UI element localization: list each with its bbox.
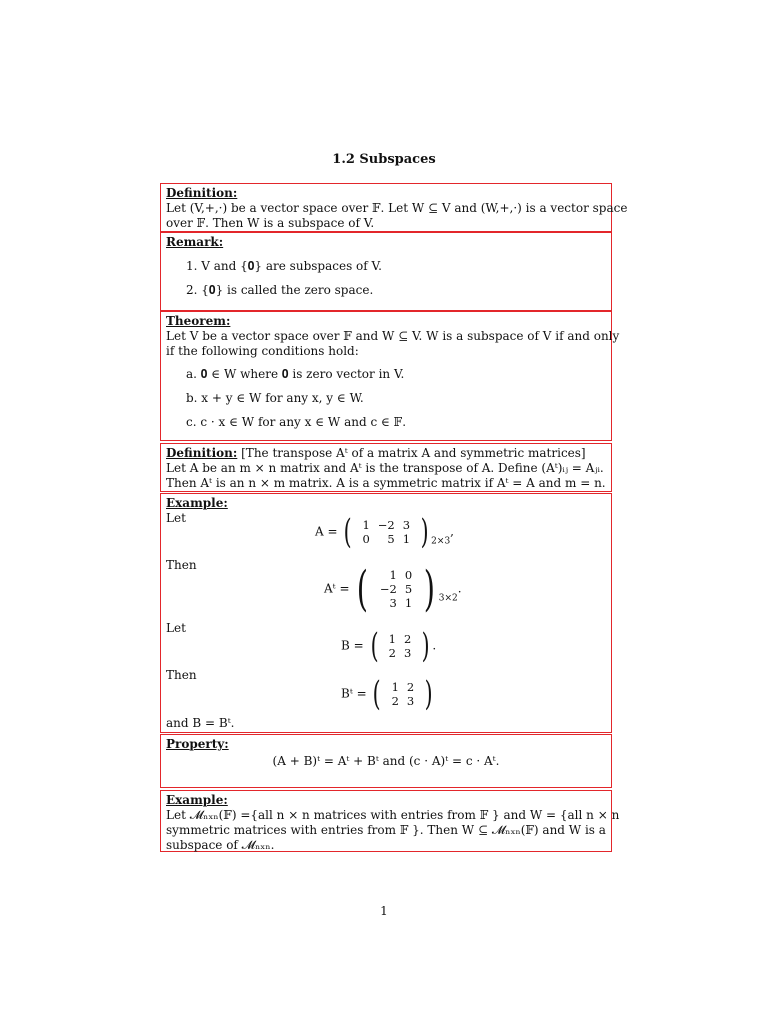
matrix-entry: 1 xyxy=(402,532,411,546)
page-number: 1 xyxy=(380,904,388,918)
example-text-line: symmetric matrices with entries from 𝔽 }. Then W ⊆ 𝓜ₙₓₙ(𝔽) and W is a xyxy=(166,823,606,837)
matrix-entry: 2 xyxy=(403,632,412,646)
right-paren: ) xyxy=(421,626,430,666)
matrix-entry: 2 xyxy=(406,680,415,694)
matrix-a-equation xyxy=(315,512,454,552)
remark-box xyxy=(160,232,612,311)
example-conclusion: and B = Bᵗ. xyxy=(166,716,235,730)
right-paren: ) xyxy=(420,512,429,552)
matrix-at-equation xyxy=(324,561,462,617)
matrix-entry: 0 xyxy=(362,532,370,546)
matrix-label: B = xyxy=(341,638,364,653)
theorem-condition: c. c · x ∈ W for any x ∈ W and c ∈ 𝔽. xyxy=(186,415,407,429)
definition-text-line: Let (V,+,·) be a vector space over 𝔽. Let W ⊆ V and (W,+,·) is a vector space xyxy=(166,201,628,215)
example-box xyxy=(160,790,620,852)
definition-subject: [The transpose Aᵗ of a matrix A and symmetric matrices] xyxy=(237,446,586,460)
left-paren: ( xyxy=(357,561,369,617)
matrix-label: Aᵗ = xyxy=(324,581,350,596)
example-text: Then xyxy=(166,558,197,572)
remark-item: 2. {𝟎} is called the zero space. xyxy=(186,283,374,297)
example-text-line: subspace of 𝓜ₙₓₙ. xyxy=(166,838,275,852)
matrix-entry: 0 xyxy=(404,568,413,582)
remark-heading: Remark: xyxy=(166,235,224,249)
theorem-text-line: Let V be a vector space over 𝔽 and W ⊆ V. W is a subspace of V if and only xyxy=(166,329,620,343)
left-paren: ( xyxy=(370,626,379,666)
matrix-row xyxy=(376,568,416,582)
property-heading: Property: xyxy=(166,737,229,751)
definition-heading: Definition: xyxy=(166,186,238,200)
example-text: Then xyxy=(166,668,197,682)
matrix-row xyxy=(358,532,414,546)
matrix-row xyxy=(358,518,414,532)
definition-heading: Definition: xyxy=(166,446,238,460)
punctuation: , xyxy=(450,524,454,539)
right-paren: ) xyxy=(423,561,435,617)
definition-heading-line xyxy=(166,446,606,461)
matrix-entry: 2 xyxy=(391,694,399,708)
punctuation: . xyxy=(457,581,462,596)
matrix-row xyxy=(388,680,419,694)
matrix-entry: 1 xyxy=(391,680,399,694)
theorem-heading: Theorem: xyxy=(166,314,231,328)
definition-text-line: Let A be an m × n matrix and Aᵗ is the transpose of A. Define (Aᵗ)ᵢⱼ = Aⱼᵢ. xyxy=(166,461,604,475)
matrix-bt xyxy=(388,680,419,708)
definition-box xyxy=(160,183,628,232)
matrix-entry: 1 xyxy=(362,518,370,532)
matrix-entry: 2 xyxy=(388,646,396,660)
right-paren: ) xyxy=(424,674,433,714)
matrix-entry: 3 xyxy=(402,518,411,532)
matrix-entry: 1 xyxy=(389,568,397,582)
property-box xyxy=(160,734,612,788)
matrix-row xyxy=(376,582,416,596)
matrix-b xyxy=(385,632,416,660)
property-formula: (A + B)ᵗ = Aᵗ + Bᵗ and (c · A)ᵗ = c · Aᵗ. xyxy=(272,754,500,768)
matrix-row xyxy=(376,596,416,610)
matrix-entry: 3 xyxy=(406,694,415,708)
theorem-condition: b. x + y ∈ W for any x, y ∈ W. xyxy=(186,391,364,405)
remark-item: 1. V and {𝟎} are subspaces of V. xyxy=(186,259,382,273)
matrix-entry: 3 xyxy=(403,646,412,660)
matrix-entry: 3 xyxy=(389,596,397,610)
definition-text-line: over 𝔽. Then W is a subspace of V. xyxy=(166,216,375,230)
matrix-entry: −2 xyxy=(377,518,395,532)
matrix-a xyxy=(358,518,414,546)
matrix-row xyxy=(385,632,416,646)
matrix-table xyxy=(385,632,416,660)
matrix-size: 2×3 xyxy=(431,536,451,547)
example-heading: Example: xyxy=(166,793,228,807)
definition-text-line: Then Aᵗ is an n × m matrix. A is a symmetric matrix if Aᵗ = A and m = n. xyxy=(166,476,606,490)
theorem-text-line: if the following conditions hold: xyxy=(166,344,359,358)
example-text: Let xyxy=(166,511,186,525)
matrix-label: Bᵗ = xyxy=(341,686,367,701)
example-text-line: Let 𝓜ₙₓₙ(𝔽) ={all n × n matrices with entries from 𝔽 } and W = {all n × n xyxy=(166,808,620,822)
matrix-table xyxy=(358,518,414,546)
matrix-entry: 5 xyxy=(404,582,413,596)
matrix-bt-equation xyxy=(341,674,435,714)
matrix-label: A = xyxy=(315,524,338,539)
matrix-row xyxy=(385,646,416,660)
example-text: Let xyxy=(166,621,186,635)
punctuation: . xyxy=(432,638,437,653)
matrix-entry: 1 xyxy=(388,632,396,646)
matrix-entry: 5 xyxy=(387,532,395,546)
section-title: 1.2 Subspaces xyxy=(332,152,436,167)
example-heading: Example: xyxy=(166,496,228,510)
matrix-at xyxy=(376,568,416,610)
matrix-row xyxy=(388,694,419,708)
theorem-condition: a. 𝟎 ∈ W where 𝟎 is zero vector in V. xyxy=(186,367,405,381)
matrix-table xyxy=(376,568,416,610)
matrix-entry: −2 xyxy=(379,582,397,596)
matrix-size: 3×2 xyxy=(438,593,458,604)
matrix-entry: 1 xyxy=(404,596,413,610)
transpose-definition-box xyxy=(160,443,612,492)
left-paren: ( xyxy=(373,674,382,714)
matrix-table xyxy=(388,680,419,708)
theorem-box xyxy=(160,311,620,441)
matrix-b-equation xyxy=(341,626,437,666)
left-paren: ( xyxy=(344,512,352,552)
